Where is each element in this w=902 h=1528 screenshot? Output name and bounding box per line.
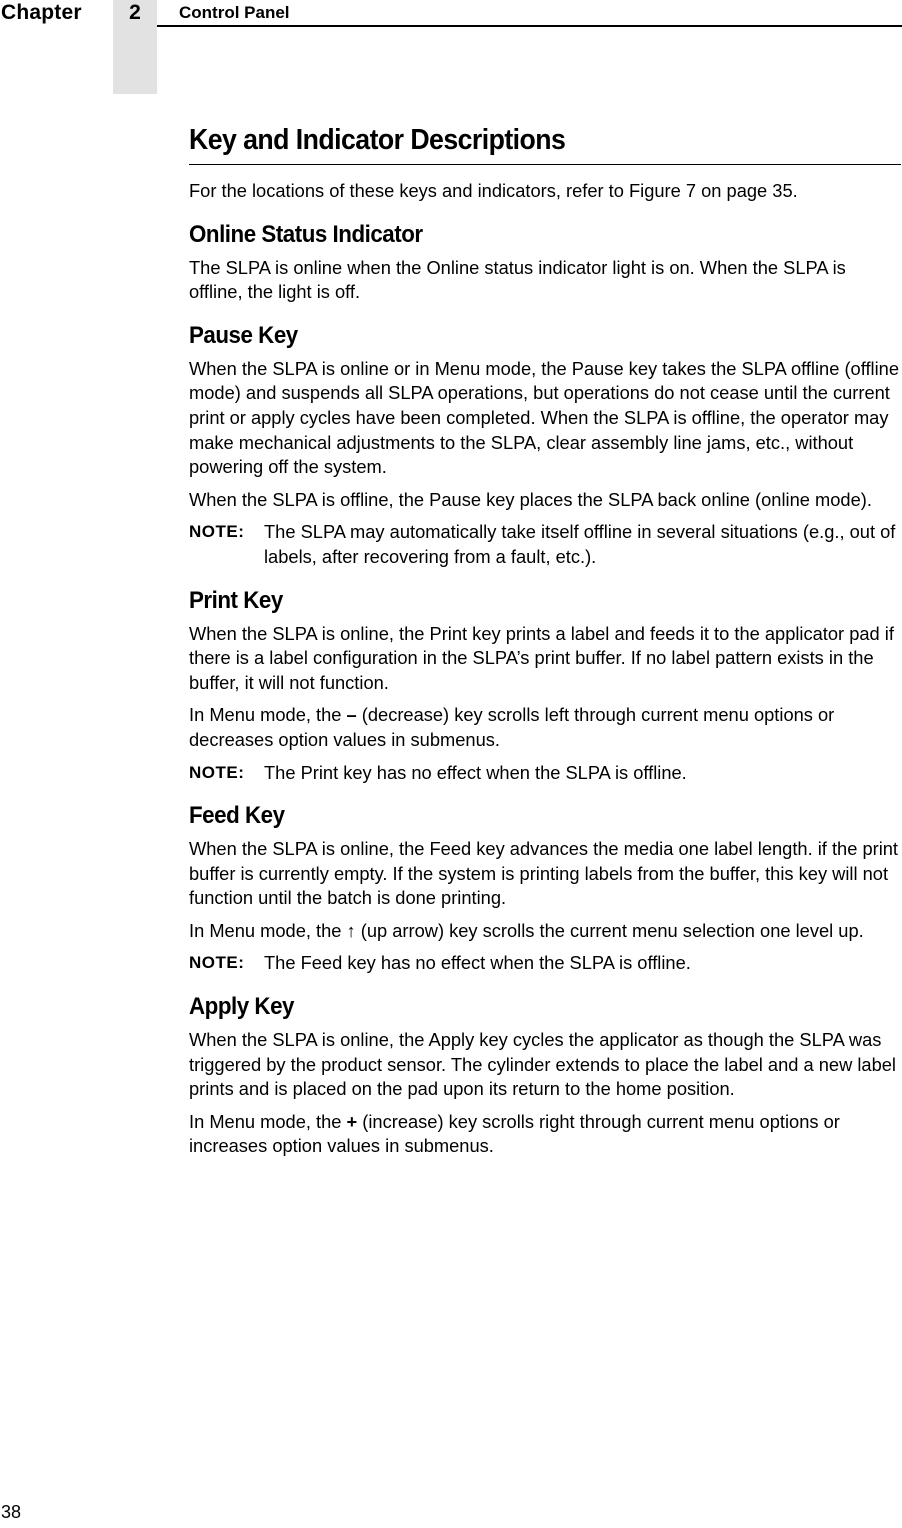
note xyxy=(189,761,901,786)
note-label: NOTE: xyxy=(189,953,245,973)
section-pause-key xyxy=(189,321,901,570)
page-header xyxy=(0,0,902,26)
paragraph: The SLPA is online when the Online status indicator light is on. When the SLPA is offline, the light is off. xyxy=(189,256,846,303)
note xyxy=(189,951,901,976)
section-feed-key xyxy=(189,801,901,976)
text-span: In Menu mode, the xyxy=(189,919,347,941)
section-print-key xyxy=(189,586,901,786)
section-title: Control Panel xyxy=(179,3,290,22)
paragraph: When the SLPA is online, the Print key prints a label and feeds it to the applicator pad if there is a label configuration in the SLPA’s print buffer. If no label pattern exists in the buffer, it will not function. xyxy=(189,622,894,693)
section-heading: Online Status Indicator xyxy=(189,220,423,248)
note-text: The Print key has no effect when the SLPA is offline. xyxy=(264,761,687,783)
increase-key-symbol: + xyxy=(346,1110,358,1132)
note-text: The SLPA may automatically take itself offline in several situations (e.g., out of labels, after recovering from a fault, etc.). xyxy=(264,521,896,567)
section-heading: Pause Key xyxy=(189,321,298,349)
paragraph: When the SLPA is offline, the Pause key places the SLPA back online (online mode). xyxy=(189,488,872,510)
text-span: In Menu mode, the xyxy=(189,1110,347,1132)
text-span: (increase) key scrolls right through current menu options or increases option values in submenus. xyxy=(189,1110,840,1157)
paragraph: When the SLPA is online, the Apply key cycles the applicator as though the SLPA was triggered by the product sensor. The cylinder extends to place the label and a new label prints and is placed on the pad upon its return to the home position. xyxy=(189,1029,896,1100)
chapter-number: 2 xyxy=(129,1,141,24)
intro-paragraph: For the locations of these keys and indicators, refer to Figure 7 on page 35. xyxy=(189,180,798,201)
paragraph xyxy=(189,919,901,944)
note-label: NOTE: xyxy=(189,522,245,542)
paragraph xyxy=(189,1110,901,1159)
text-span: (up arrow) key scrolls the current menu selection one level up. xyxy=(355,919,864,941)
decrease-key-symbol: – xyxy=(346,704,357,726)
text-span: In Menu mode, the xyxy=(189,704,347,726)
section-heading: Print Key xyxy=(189,586,283,614)
chapter-tab xyxy=(113,0,157,94)
paragraph: When the SLPA is online or in Menu mode, the Pause key takes the SLPA offline (offline mode) and suspends all SLPA operations, but operations do not cease until the current print or apply cycles have been completed. When the SLPA is offline, the operator may make mechanical adjustments to the SLPA, clear assembly line jams, etc., without powering off the system. xyxy=(189,357,900,478)
page-content xyxy=(189,122,901,1167)
header-divider xyxy=(157,25,902,27)
text-span: (decrease) key scrolls left through current menu options or decreases option values in submenus. xyxy=(189,704,835,750)
note-text: The Feed key has no effect when the SLPA is offline. xyxy=(264,952,691,974)
section-heading: Feed Key xyxy=(189,802,285,830)
section-apply-key xyxy=(189,992,901,1159)
up-arrow-icon: ↑ xyxy=(346,919,356,941)
page-number: 38 xyxy=(1,1502,22,1522)
page-title: Key and Indicator Descriptions xyxy=(189,124,566,156)
paragraph xyxy=(189,703,901,752)
note-label: NOTE: xyxy=(189,762,245,782)
note xyxy=(189,520,901,569)
section-heading: Apply Key xyxy=(189,993,294,1021)
chapter-label: Chapter xyxy=(1,1,82,24)
section-online-status xyxy=(189,220,901,305)
paragraph: When the SLPA is online, the Feed key advances the media one label length. if the print buffer is currently empty. If the system is printing labels from the buffer, this key will not function until the batch is done printing. xyxy=(189,838,899,909)
title-divider xyxy=(189,164,901,165)
